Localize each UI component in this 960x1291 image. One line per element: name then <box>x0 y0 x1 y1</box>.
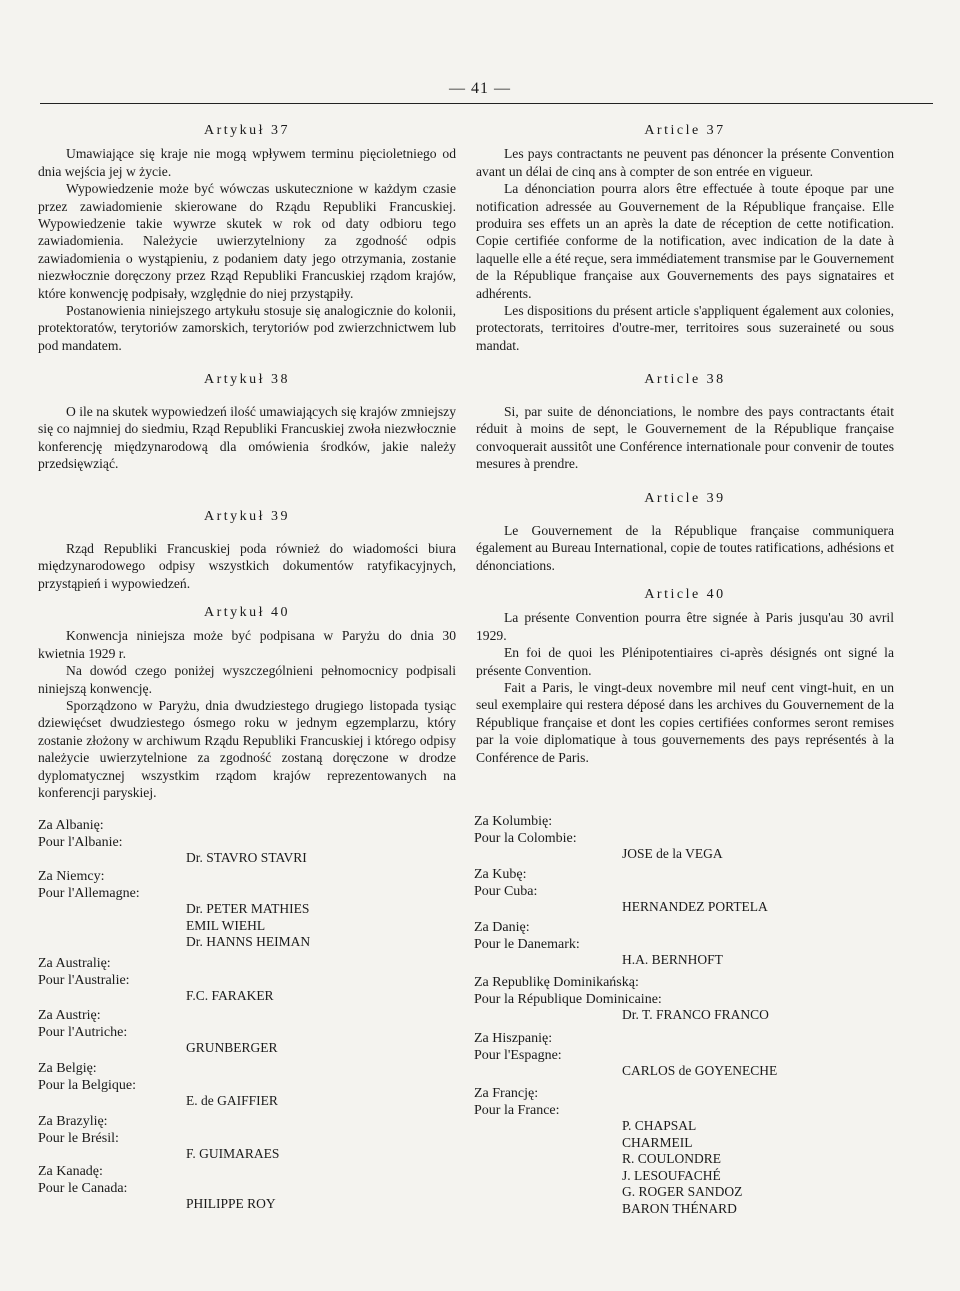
header-rule <box>40 103 933 104</box>
signature-country-pl: Za Kolumbię: <box>474 814 553 829</box>
article-40-p1-fr: La présente Convention pourra être signée à Paris jusqu'au 30 avril 1929. <box>476 610 894 643</box>
signatory-name: E. de GAIFFIER <box>186 1093 278 1108</box>
signature-denmark <box>474 919 914 969</box>
signatory-name: G. ROGER SANDOZ <box>622 1184 743 1199</box>
signatory-name: Dr. T. FRANCO FRANCO <box>622 1007 769 1022</box>
page-number: — 41 — <box>449 80 511 97</box>
signature-country-fr: Pour la France: <box>474 1103 560 1118</box>
signature-colombia <box>474 813 914 863</box>
article-37-p1-fr: Les pays contractants ne peuvent pas dénoncer la présente Convention avant un délai de cinq ans à compter de son entrée en vigueur. <box>476 146 894 179</box>
signatory-name: Dr. PETER MATHIES <box>186 901 310 916</box>
signature-country-pl: Za Albanię: <box>38 818 104 833</box>
signature-country-pl: Za Niemcy: <box>38 869 105 884</box>
signature-brazil <box>38 1113 478 1163</box>
article-40-heading-pl: Artykuł 40 <box>203 604 291 620</box>
signature-france <box>474 1085 914 1217</box>
signatory-name: HERNANDEZ PORTELA <box>622 899 768 914</box>
article-37-p3-fr: Les dispositions du présent article s'appliquent également aux colonies, protectorats, territoires d'outre-mer, territoires sous suzeraineté ou sous mandat. <box>476 303 894 353</box>
signature-country-fr: Pour le Danemark: <box>474 937 580 952</box>
article-38-heading-pl: Artykuł 38 <box>203 372 291 388</box>
article-37-heading-pl: Artykuł 37 <box>203 123 291 138</box>
signature-country-pl: Za Kanadę: <box>38 1164 103 1179</box>
signature-canada <box>38 1163 478 1213</box>
signatory-name: PHILIPPE ROY <box>186 1196 276 1211</box>
signatory-name: BARON THÉNARD <box>622 1200 737 1216</box>
signatory-name: Dr. STAVRO STAVRI <box>186 850 307 865</box>
signature-dominican-republic <box>474 974 914 1024</box>
signature-country-fr: Pour l'Autriche: <box>38 1025 128 1040</box>
article-39-p1-fr: Le Gouvernement de la République française communiquera également au Bureau International, copie de toutes ratifications, adhésions et dénonciations. <box>476 522 894 573</box>
article-37-p3-pl: Postanowienia niniejszego artykułu stosuje się analogicznie do kolonii, protektoratów, terytoriów zamorskich, terytoriów pod zwierzchnictwem lub pod mandatem. <box>38 303 456 353</box>
signature-country-pl: Za Hiszpanię: <box>474 1031 553 1046</box>
signature-country-fr: Pour le Canada: <box>38 1181 128 1196</box>
article-38-p1-pl: O ile na skutek wypowiedzeń ilość umawiających się krajów zmniejszy się co najmniej do siedmiu, Rząd Republiki Francuskiej zwoła niezwłocznie konferencję międzynarodową dla omówienia środków, jakie należy przedsięwziąć. <box>38 403 456 471</box>
signature-country-pl: Za Australię: <box>38 956 111 971</box>
signatory-name: F. GUIMARAES <box>186 1146 280 1161</box>
signature-country-fr: Pour l'Australie: <box>38 973 130 988</box>
signature-country-fr: Pour la Belgique: <box>38 1078 136 1093</box>
signature-belgium <box>38 1060 478 1110</box>
signatory-name: P. CHAPSAL <box>622 1118 697 1133</box>
signature-country-fr: Pour l'Allemagne: <box>38 886 140 901</box>
signature-cuba <box>474 866 914 916</box>
signature-country-pl: Za Republikę Dominikańską: <box>474 975 639 990</box>
signature-australia <box>38 955 478 1005</box>
signatory-name: R. COULONDRE <box>622 1151 722 1166</box>
article-39-heading-pl: Artykuł 39 <box>203 509 291 525</box>
signature-country-fr: Pour l'Albanie: <box>38 835 123 850</box>
article-37-p2-pl: Wypowiedzenie może być wówczas uskutecznione w każdym czasie przez zawiadomienie skierowane do Rządu Republiki Francuskiej. Wypowiedzenie takie wywrze skutek w rok od daty odbioru tego zawiadomienia. Należycie uwierzytelniony za zgodność odpis zawiadomienia o wystąpieniu, z podaniem daty jego otrzymania, zostanie niezwłocznie doręczony przez Rząd Republiki Francuskiej rządom krajów, które konwencję podpisały, względnie do niej przystąpiły. <box>38 181 456 301</box>
article-37-p2-fr: La dénonciation pourra alors être effectuée à toute époque par une notification adressée au Gouvernement de la République française. Elle produira ses effets un an après la date de réception de cette notification. Copie certifiée conforme de la notification, avec indication de la date à laquelle elle a été reçue, sera immédiatement transmise par le Gouvernement de la République française aux Gouvernements des pays signataires et adhérents. <box>476 181 894 301</box>
signatory-name: CARLOS de GOYENECHE <box>622 1063 778 1078</box>
article-38-heading-fr: Article 38 <box>644 372 726 388</box>
article-40-p1-pl: Konwencja niniejsza może być podpisana w Paryżu do dnia 30 kwietnia 1929 r. <box>38 628 456 661</box>
article-38-p1-fr: Si, par suite de dénonciations, le nombre des pays contractants était réduit à moins de sept, le Gouvernement de la République française convoquerait aussitôt une Conférence internationale pour convenir de toutes mesures à prendre. <box>476 403 894 471</box>
signature-spain <box>474 1030 914 1080</box>
signatory-name: JOSE de la VEGA <box>622 846 723 861</box>
article-40-p2-fr: En foi de quoi les Plénipotentiaires ci-après désignés ont signé la présente Convention. <box>476 645 894 678</box>
signatory-name: CHARMEIL <box>622 1134 693 1150</box>
article-39-heading-fr: Article 39 <box>644 491 726 507</box>
article-40-p2-pl: Na dowód czego poniżej wyszczególnieni pełnomocnicy podpisali niniejszą konwencję. <box>38 663 456 696</box>
signature-country-pl: Za Belgię: <box>38 1061 97 1076</box>
article-37-heading-fr: Article 37 <box>644 123 726 138</box>
signature-country-fr: Pour la Colombie: <box>474 831 577 846</box>
signatory-name: Dr. HANNS HEIMAN <box>186 934 311 949</box>
article-37-p1-pl: Umawiające się kraje nie mogą wpływem terminu pięcioletniego od dnia wejścia jej w życie. <box>38 146 456 179</box>
signatory-name: H.A. BERNHOFT <box>622 952 723 967</box>
signature-germany <box>38 868 478 951</box>
signature-country-fr: Pour le Brésil: <box>38 1131 119 1146</box>
signature-country-pl: Za Austrię: <box>38 1008 101 1023</box>
article-40-heading-fr: Article 40 <box>644 586 726 602</box>
french-column <box>476 122 894 766</box>
signature-country-pl: Za Francję: <box>474 1086 539 1101</box>
signatory-name: J. LESOUFACHÉ <box>622 1167 721 1183</box>
signatory-name: EMIL WIEHL <box>186 917 266 933</box>
signature-country-fr: Pour l'Espagne: <box>474 1048 562 1063</box>
article-39-p1-pl: Rząd Republiki Francuskiej poda również do wiadomości biura międzynarodowego odpisy wszystkich dokumentów ratyfikacyjnych, przystąpień i wypowiedzeń. <box>38 540 456 591</box>
signatory-name: GRUNBERGER <box>186 1040 278 1055</box>
signatory-name: F.C. FARAKER <box>186 988 274 1003</box>
signature-country-pl: Za Kubę: <box>474 867 527 882</box>
polish-column <box>38 122 456 801</box>
signature-austria <box>38 1007 478 1057</box>
signature-country-pl: Za Brazylię: <box>38 1114 108 1129</box>
signature-albania <box>38 817 478 867</box>
article-40-p3-fr: Fait a Paris, le vingt-deux novembre mil neuf cent vingt-huit, en un seul exemplaire qui restera déposé dans les archives du Gouvernement de la République française et dont les copies certifiées conformes seront remises par la voie diplomatique à tous gouvernements des pays représentés à la Conférence de Paris. <box>476 679 894 765</box>
article-40-p3-pl: Sporządzono w Paryżu, dnia dwudziestego drugiego listopada tysiąc dziewięćset dwudziestego ósmego roku w jednym egzemplarzu, który zostanie złożony w archiwum Rządu Republiki Francuskiej i którego odpisy należycie uwierzytelnione za zgodność zostaną doręczone w drodze dyplomatycznej wszystkim rządom krajów reprezentowanych na konferencji paryskiej. <box>38 697 456 800</box>
signature-country-fr: Pour la République Dominicaine: <box>474 992 662 1007</box>
signature-country-fr: Pour Cuba: <box>474 884 538 899</box>
signature-country-pl: Za Danię: <box>474 920 530 935</box>
